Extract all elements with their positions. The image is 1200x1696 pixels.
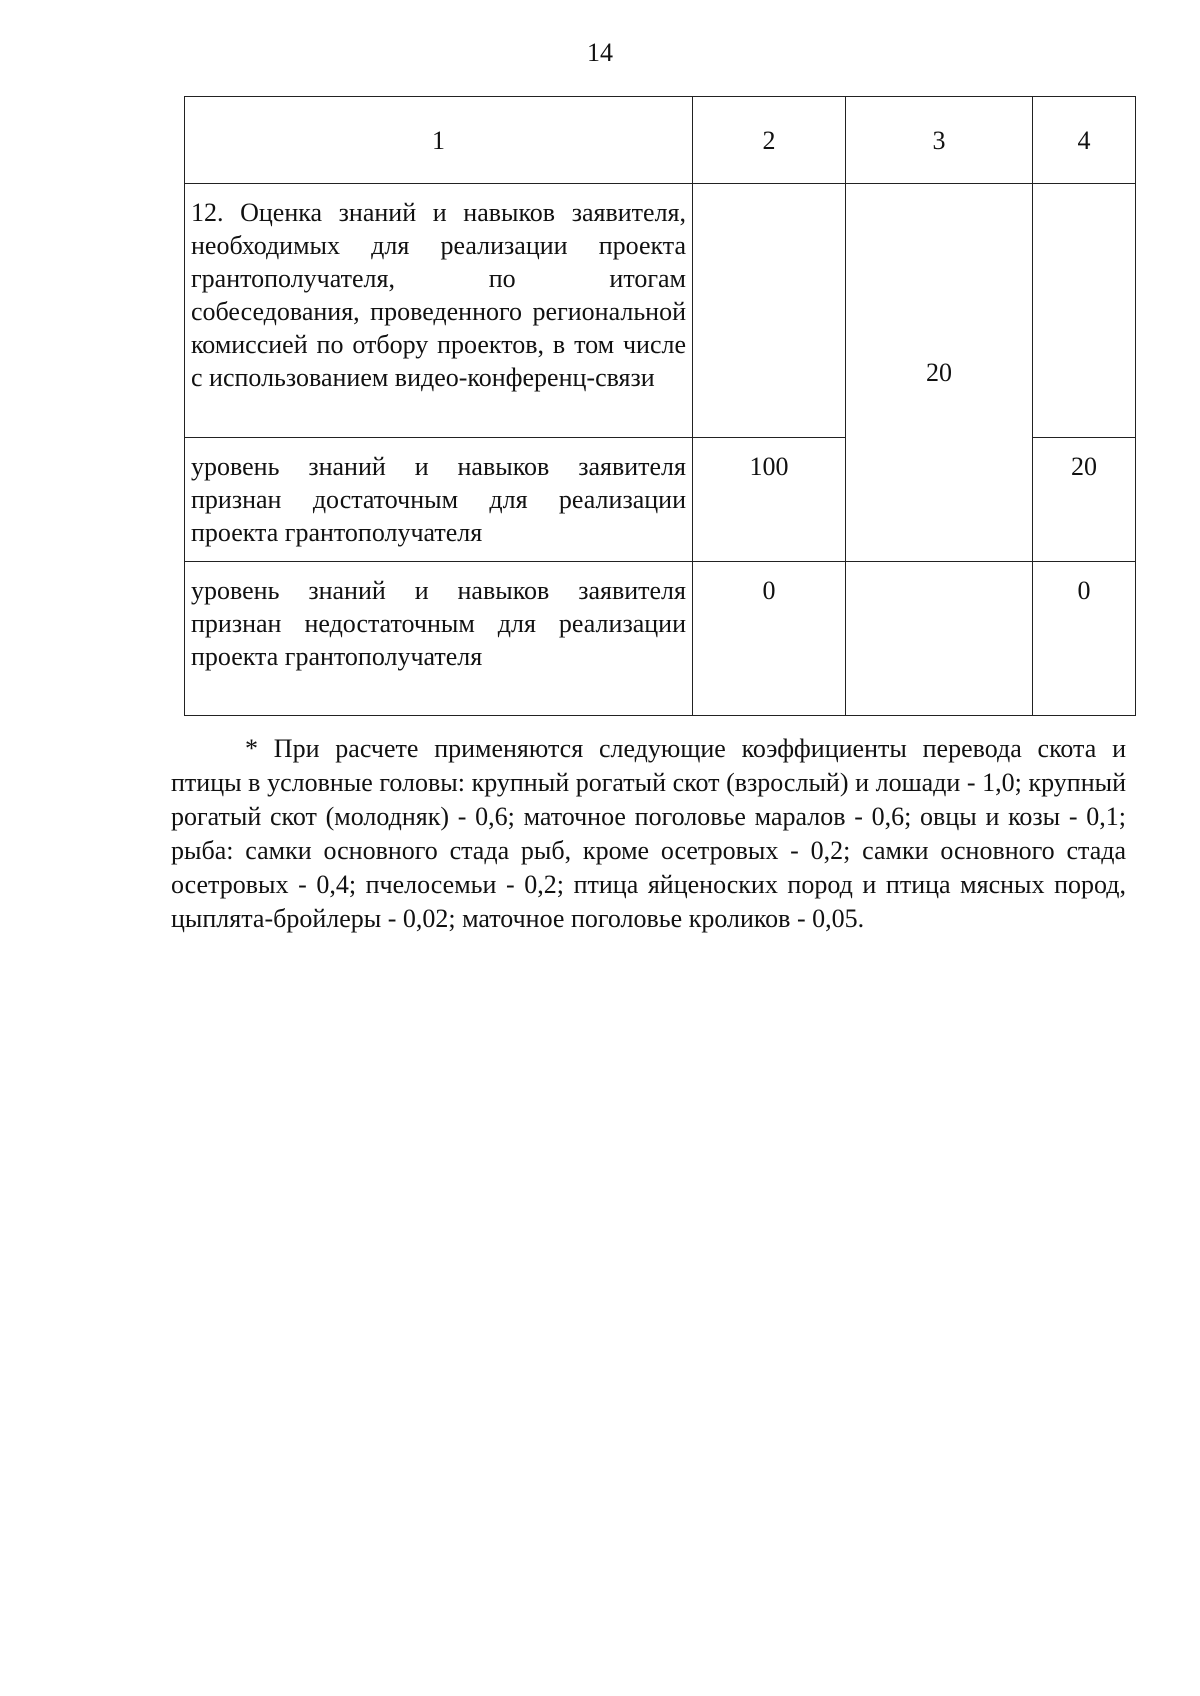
empty-weight-cell	[846, 562, 1033, 716]
option-result-cell: 0	[1033, 562, 1136, 716]
option-text-cell: уровень знаний и навыков заявителя признан недостаточным для реализации проекта грантополучателя	[185, 562, 693, 716]
criterion-title-cell: 12. Оценка знаний и навыков заявителя, необходимых для реализации проекта грантополучателя, по итогам собеседования, проведенного региональной комиссией по отбору проектов, в том числе с использованием видео-конференц-связи	[185, 184, 693, 438]
column-header-2: 2	[693, 97, 846, 184]
column-header-1: 1	[185, 97, 693, 184]
footnote-paragraph: * При расчете применяются следующие коэффициенты перевода скота и птицы в условные головы: крупный рогатый скот (взрослый) и лошади - 1,0; крупный рогатый скот (молодняк) - 0,6; маточное поголовье маралов - 0,6; овцы и козы - 0,1; рыба: самки основного стада рыб, кроме осетровых - 0,2; самки основного стада осетровых - 0,4; пчелосемьи - 0,2; птица яйценоских пород и птица мясных пород, цыплята-бройлеры - 0,02; маточное поголовье кроликов - 0,05.	[171, 734, 1126, 933]
table-row	[185, 562, 1136, 716]
column-header-3: 3	[846, 97, 1033, 184]
empty-result-cell	[1033, 184, 1136, 438]
page-number: 14	[587, 38, 613, 67]
table-header-row	[185, 97, 1136, 184]
criterion-weight-cell: 20	[846, 184, 1033, 562]
column-header-4: 4	[1033, 97, 1136, 184]
empty-score-cell	[693, 184, 846, 438]
option-score-cell: 100	[693, 438, 846, 562]
table-row	[185, 184, 1136, 438]
option-score-cell: 0	[693, 562, 846, 716]
criteria-table	[184, 96, 1136, 716]
option-text-cell: уровень знаний и навыков заявителя признан достаточным для реализации проекта грантополучателя	[185, 438, 693, 562]
option-result-cell: 20	[1033, 438, 1136, 562]
